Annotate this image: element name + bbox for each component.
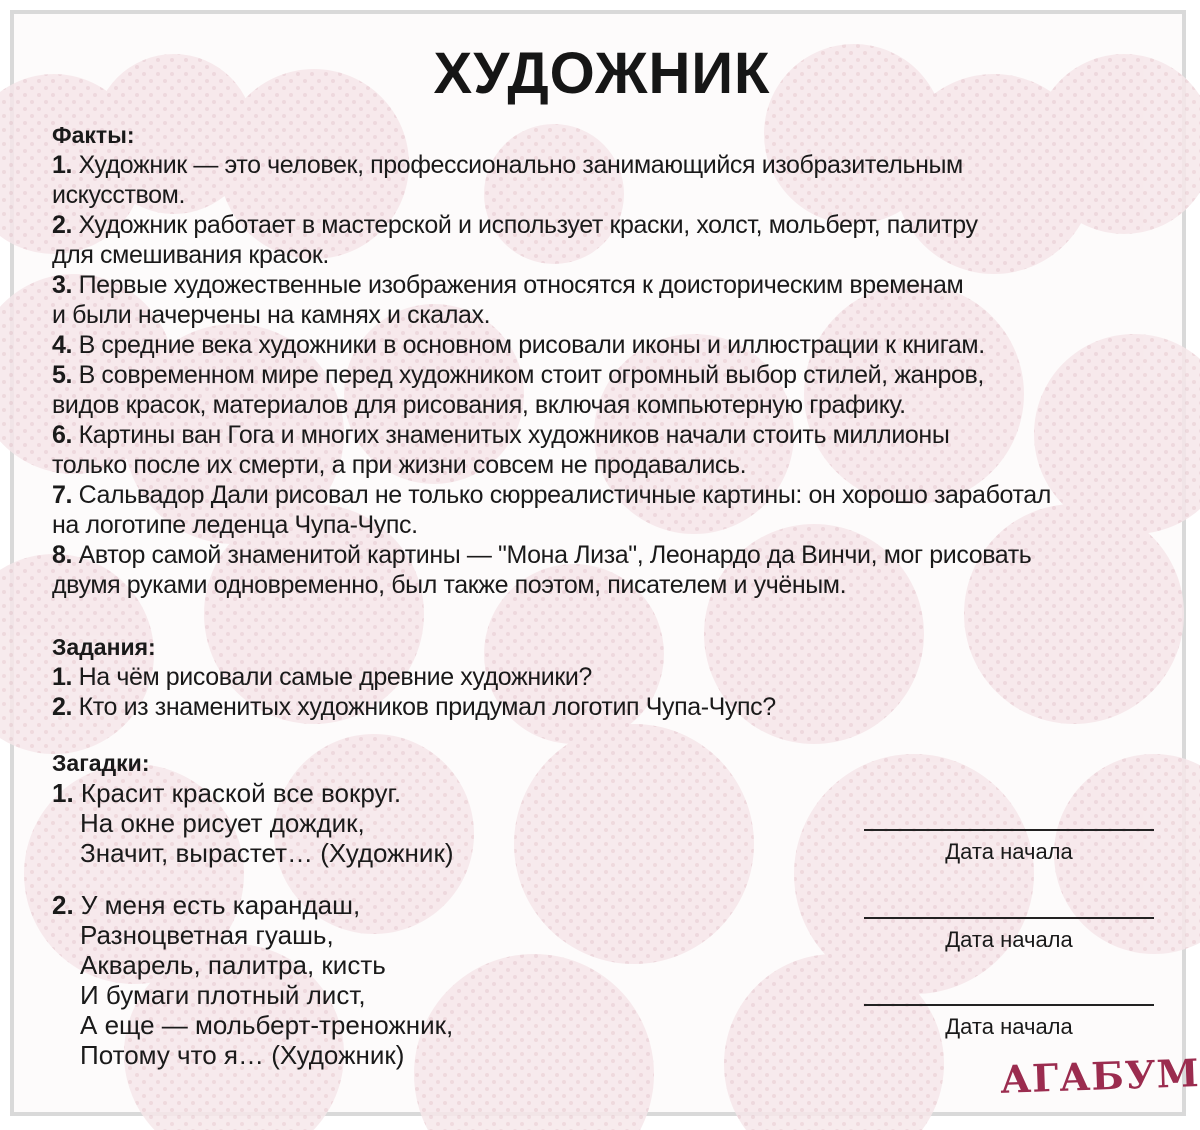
fact-number: 8. xyxy=(52,541,73,569)
fact-line: 1. Художник — это человек, профессионально занимающийся изобразительным xyxy=(52,151,963,179)
date-start-field[interactable] xyxy=(864,1004,1154,1040)
logo-text: АГАБУМ xyxy=(999,1049,1200,1102)
date-start-field[interactable] xyxy=(864,917,1154,953)
task-item: 1. На чём рисовали самые древние художники? xyxy=(52,663,592,691)
fact-line: 2. Художник работает в мастерской и использует краски, холст, мольберт, палитру xyxy=(52,211,978,239)
fact-line: 4. В средние века художники в основном рисовали иконы и иллюстрации к книгам. xyxy=(52,331,985,359)
worksheet-card xyxy=(10,10,1200,1116)
fact-line: 5. В современном мире перед художником стоит огромный выбор стилей, жанров, xyxy=(52,361,984,389)
date-label: Дата начала xyxy=(945,839,1073,864)
date-line[interactable] xyxy=(864,1004,1154,1006)
riddle-number: 1. xyxy=(52,778,74,808)
fact-number: 4. xyxy=(52,331,73,359)
fact-line: видов красок, материалов для рисования, включая компьютерную графику. xyxy=(52,391,906,419)
page-title: ХУДОЖНИК xyxy=(433,41,771,106)
fact-line: 7. Сальвадор Дали рисовал не только сюрреалистичные картины: он хорошо заработал xyxy=(52,481,1051,509)
fact-number: 7. xyxy=(52,481,73,509)
fact-line: и были начерчены на камнях и скалах. xyxy=(52,301,491,329)
fact-line: на логотипе леденца Чупа-Чупс. xyxy=(52,511,418,539)
riddle-line: На окне рисует дождик, xyxy=(80,808,365,838)
riddle-number: 2. xyxy=(52,890,74,920)
fact-number: 2. xyxy=(52,211,73,239)
facts-heading: Факты: xyxy=(52,122,135,148)
fact-line: только после их смерти, а при жизни совсем не продавались. xyxy=(52,451,747,479)
riddle-line: Разноцветная гуашь, xyxy=(80,920,334,950)
fact-line: искусством. xyxy=(52,181,185,209)
task-number: 2. xyxy=(52,693,73,721)
fact-number: 5. xyxy=(52,361,73,389)
facts-section xyxy=(52,120,1172,600)
fact-line: двумя руками одновременно, был также поэтом, писателем и учёным. xyxy=(52,571,847,599)
fact-number: 1. xyxy=(52,151,73,179)
fact-line: 3. Первые художественные изображения относятся к доисторическим временам xyxy=(52,271,964,299)
riddle-line: И бумаги плотный лист, xyxy=(80,980,366,1010)
riddle-line: Значит, вырастет… (Художник) xyxy=(80,838,454,868)
date-start-field[interactable] xyxy=(864,829,1154,865)
riddle-line: 1. Красит краской все вокруг. xyxy=(52,778,402,808)
tasks-section xyxy=(52,632,1172,722)
date-label: Дата начала xyxy=(945,927,1073,952)
fact-number: 3. xyxy=(52,271,73,299)
date-line[interactable] xyxy=(864,917,1154,919)
task-item: 2. Кто из знаменитых художников придумал логотип Чупа-Чупс? xyxy=(52,693,776,721)
riddle-line: Акварель, палитра, кисть xyxy=(80,950,386,980)
date-label: Дата начала xyxy=(945,1014,1073,1039)
agabum-logo xyxy=(996,1044,1200,1104)
date-line[interactable] xyxy=(864,829,1154,831)
task-number: 1. xyxy=(52,663,73,691)
riddles-heading: Загадки: xyxy=(52,750,150,776)
fact-line: 6. Картины ван Гога и многих знаменитых художников начали стоить миллионы xyxy=(52,421,950,449)
riddle-line: Потому что я… (Художник) xyxy=(80,1040,405,1070)
fact-number: 6. xyxy=(52,421,73,449)
riddle-line: А еще — мольберт-треножник, xyxy=(80,1010,454,1040)
fact-line: 8. Автор самой знаменитой картины — "Мона Лиза", Леонардо да Винчи, мог рисовать xyxy=(52,541,1032,569)
fact-line: для смешивания красок. xyxy=(52,241,329,269)
tasks-heading: Задания: xyxy=(52,634,156,660)
riddle-line: 2. У меня есть карандаш, xyxy=(52,890,361,920)
